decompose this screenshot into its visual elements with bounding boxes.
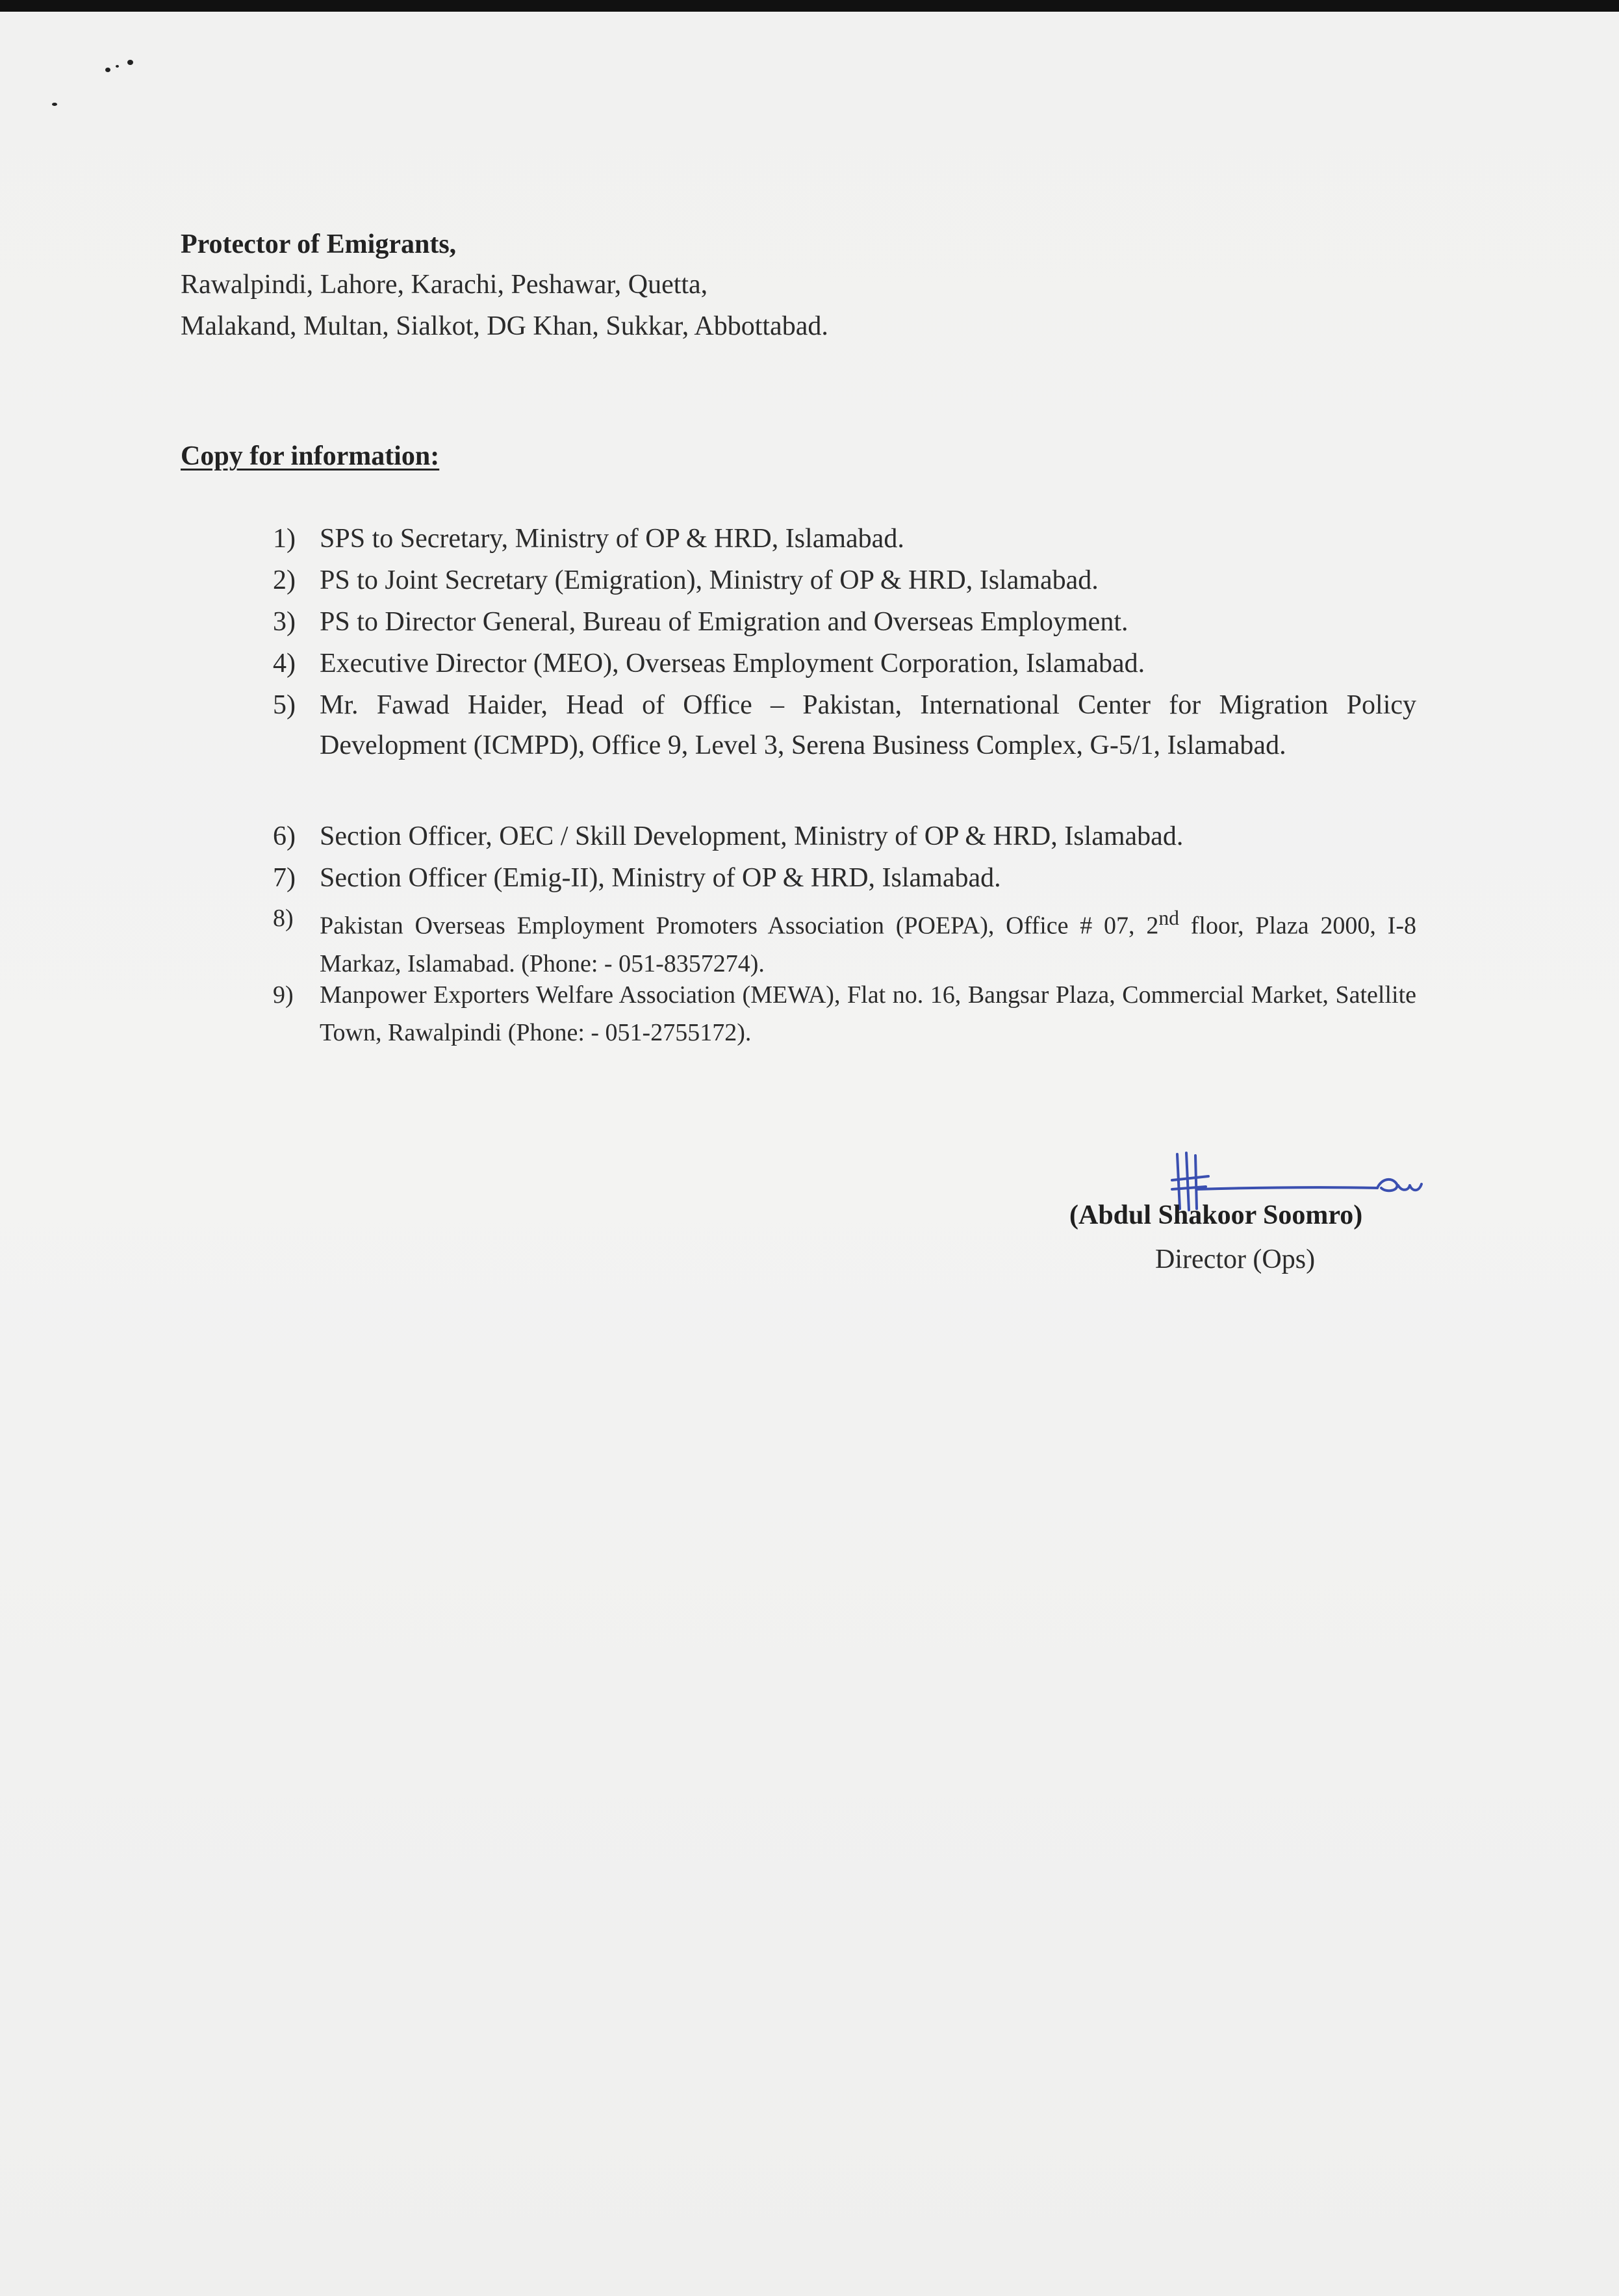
list-item-number: 8) [273,905,294,932]
list-item [273,519,1416,559]
scan-speck [105,68,110,72]
list-item [273,899,1416,983]
list-item-number: 1) [273,524,296,554]
list-item [273,685,1416,766]
scan-speck [52,103,57,106]
list-item-text: Section Officer (Emig-II), Ministry of OP & HRD, Islamabad. [320,863,1001,893]
list-item-text: SPS to Secretary, Ministry of OP & HRD, Islamabad. [320,524,904,554]
signature-block [1052,1150,1481,1300]
list-item-number: 3) [273,607,296,637]
list-item-number: 6) [273,821,296,851]
list-item [273,602,1416,642]
copy-for-information-heading: Copy for information: [181,441,440,471]
signatory-name: (Abdul Shakoor Soomro) [1069,1200,1363,1230]
list-item [273,976,1416,1051]
list-item-number: 9) [273,981,294,1009]
list-item-text: Mr. Fawad Haider, Head of Office – Pakistan, International Center for Migration Policy Development (ICMPD), Office 9, Level 3, Serena Business Complex, G-5/1, Islamabad. [320,690,1416,760]
ordinal-suffix: nd [1158,907,1179,929]
list-item [273,816,1416,857]
list-item-text: PS to Joint Secretary (Emigration), Ministry of OP & HRD, Islamabad. [320,565,1099,595]
list-item-text-part: Pakistan Overseas Employment Promoters Association (POEPA), Office # 07, 2 [320,912,1159,940]
scan-speck [127,60,133,65]
list-item [273,643,1416,684]
list-item-text: PS to Director General, Bureau of Emigration and Overseas Employment. [320,607,1128,637]
scan-speck [116,65,119,68]
list-item-text: Manpower Exporters Welfare Association (MEWA), Flat no. 16, Bangsar Plaza, Commercial Market, Satellite Town, Rawalpindi (Phone: - 051-2755172). [320,981,1416,1046]
list-item-number: 2) [273,565,296,595]
list-item-number: 4) [273,649,296,678]
list-item-text: Executive Director (MEO), Overseas Employment Corporation, Islamabad. [320,649,1145,678]
list-item-text: Section Officer, OEC / Skill Development, Ministry of OP & HRD, Islamabad. [320,821,1184,851]
addressee-cities-line-2: Malakand, Multan, Sialkot, DG Khan, Sukkar, Abbottabad. [181,311,828,341]
addressee-cities-line-1: Rawalpindi, Lahore, Karachi, Peshawar, Quetta, [181,270,708,300]
signatory-designation: Director (Ops) [1155,1245,1316,1274]
list-item-text [320,899,1416,983]
scan-top-edge [0,0,1619,12]
list-item-text-part: floor, Plaza 2000, I-8 Markaz, Islamabad. (Phone: - 051-8357274). [320,912,1416,977]
list-item [273,560,1416,600]
list-item-number: 7) [273,863,296,893]
list-item [273,858,1416,898]
addressee-title: Protector of Emigrants, [181,229,457,259]
list-item-number: 5) [273,690,296,720]
